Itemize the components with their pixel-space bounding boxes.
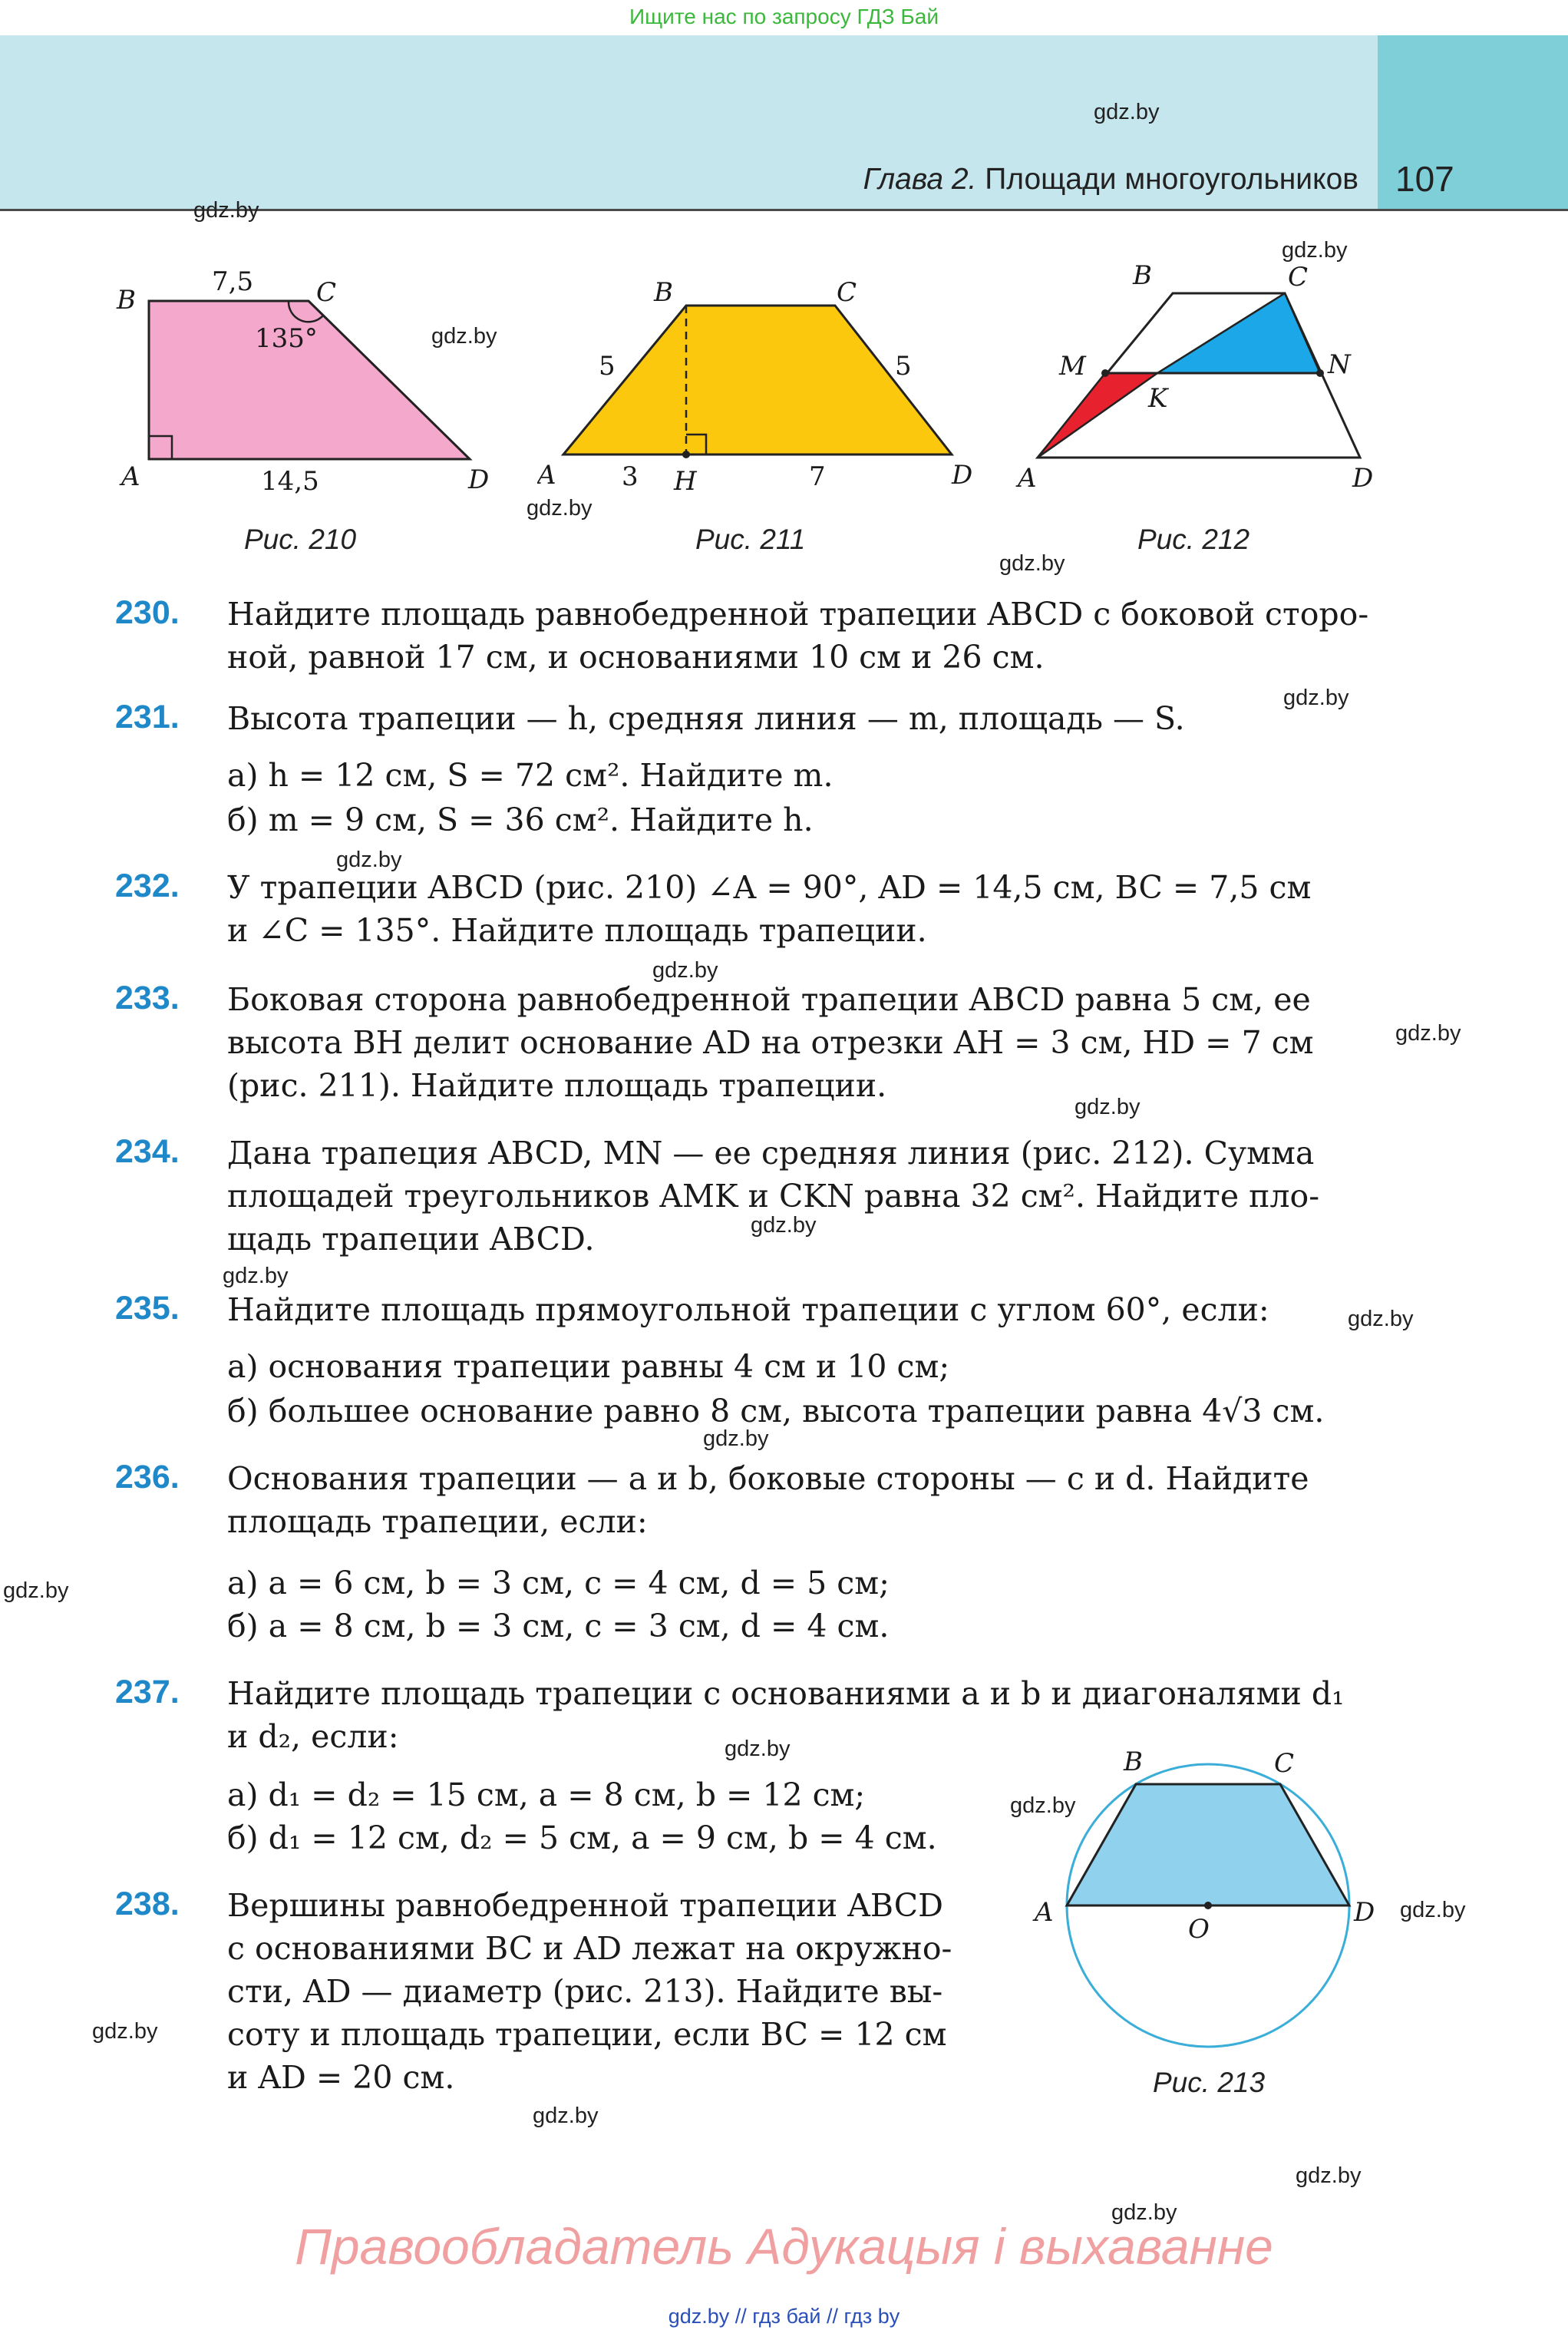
watermark: gdz.by <box>431 324 497 349</box>
figure-212 <box>1005 261 1420 507</box>
fig210-caption: Рис. 210 <box>244 524 357 555</box>
problem-237-number: 237. <box>115 1674 180 1710</box>
fig213-label-A: A <box>1035 1897 1054 1928</box>
watermark: gdz.by <box>3 1578 69 1603</box>
problem-234-line-1: Дана трапеция ABCD, MN — ее средняя линия (рис. 212). Сумма <box>227 1135 1315 1172</box>
fig212-label-C: C <box>1288 262 1309 292</box>
fig212-caption: Рис. 212 <box>1137 524 1250 555</box>
problem-232-line-2: и ∠C = 135°. Найдите площадь трапеции. <box>227 912 927 949</box>
problem-235-number: 235. <box>115 1290 180 1327</box>
watermark: gdz.by <box>527 496 593 521</box>
fig212-point-M <box>1101 369 1109 377</box>
fig212-label-K: K <box>1148 383 1168 414</box>
watermark: gdz.by <box>1282 238 1348 263</box>
fig211-label-B: B <box>654 277 673 308</box>
problem-238-line-2: с основаниями BC и AD лежат на окружно- <box>227 1930 952 1967</box>
problem-237-line-1: Найдите площадь трапеции с основаниями a и b и диагоналями d₁ <box>227 1675 1345 1712</box>
fig213-trapezoid <box>1067 1784 1349 1905</box>
problem-237-line-3: а) d₁ = d₂ = 15 см, a = 8 см, b = 12 см; <box>227 1776 866 1813</box>
watermark: gdz.by <box>751 1213 817 1238</box>
footer-links[interactable]: gdz.by // гдз бай // гдз by <box>668 2305 900 2328</box>
problem-238-line-5: и AD = 20 см. <box>227 2059 455 2096</box>
watermark: gdz.by <box>1094 100 1160 124</box>
fig211-segment-HD: 7 <box>809 461 826 492</box>
problem-233-number: 233. <box>115 980 180 1016</box>
problem-230-number: 230. <box>115 594 180 631</box>
watermark: gdz.by <box>336 848 402 872</box>
watermark: gdz.by <box>1074 1095 1141 1119</box>
problem-238-line-4: соту и площадь трапеции, если BC = 12 см <box>227 2016 947 2053</box>
fig211-label-C: C <box>837 277 857 308</box>
problem-237-line-4: б) d₁ = 12 см, d₂ = 5 см, a = 9 см, b = 4 см. <box>227 1819 937 1856</box>
problem-231-line-3: б) m = 9 см, S = 36 см². Найдите h. <box>227 801 814 838</box>
watermark: gdz.by <box>1283 686 1349 710</box>
fig212-trapezoid <box>1038 293 1360 458</box>
watermark: gdz.by <box>1111 2200 1177 2225</box>
fig212-triangle-CKN <box>1157 293 1320 373</box>
problem-236-line-4: б) a = 8 см, b = 3 см, c = 3 см, d = 4 см. <box>227 1608 890 1644</box>
fig210-bottom-length: 14,5 <box>261 466 319 497</box>
fig211-left-side: 5 <box>599 351 616 382</box>
fig211-label-A: A <box>537 460 556 491</box>
problem-234-line-3: щадь трапеции ABCD. <box>227 1221 595 1258</box>
watermark: gdz.by <box>1010 1793 1076 1818</box>
watermark: gdz.by <box>1400 1898 1466 1922</box>
problem-238-line-1: Вершины равнобедренной трапеции ABCD <box>227 1887 944 1924</box>
watermark: gdz.by <box>1348 1307 1414 1331</box>
fig212-label-B: B <box>1133 261 1152 291</box>
problem-236-line-3: а) a = 6 см, b = 3 см, c = 4 см, d = 5 см; <box>227 1565 890 1601</box>
watermark: gdz.by <box>999 551 1065 576</box>
problem-231-line-1: Высота трапеции — h, средняя линия — m, площадь — S. <box>227 700 1185 737</box>
fig212-label-D: D <box>1352 463 1374 494</box>
fig213-label-D: D <box>1354 1897 1375 1928</box>
problem-236-number: 236. <box>115 1459 180 1496</box>
problem-232-line-1: У трапеции ABCD (рис. 210) ∠A = 90°, AD = 14,5 см, BC = 7,5 см <box>227 869 1312 906</box>
watermark: gdz.by <box>193 198 259 223</box>
problem-233-line-3: (рис. 211). Найдите площадь трапеции. <box>227 1067 887 1104</box>
fig211-point-H <box>682 451 690 458</box>
fig211-right-side: 5 <box>895 351 912 382</box>
problem-236-line-1: Основания трапеции — a и b, боковые стороны — c и d. Найдите <box>227 1460 1309 1497</box>
fig212-label-M: M <box>1059 351 1086 382</box>
fig211-caption: Рис. 211 <box>695 524 806 555</box>
page-number: 107 <box>1395 159 1454 199</box>
problem-234-line-2: площадей треугольников AMK и CKN равна 32 см². Найдите пло- <box>227 1178 1320 1215</box>
fig213-point-O <box>1204 1902 1212 1909</box>
problem-236-line-2: площадь трапеции, если: <box>227 1503 648 1540</box>
problem-237-line-2: и d₂, если: <box>227 1718 399 1755</box>
problem-233-line-2: высота BH делит основание AD на отрезки AH = 3 см, HD = 7 см <box>227 1024 1314 1061</box>
fig210-label-B: B <box>117 285 136 316</box>
watermark: gdz.by <box>92 2019 158 2044</box>
watermark: gdz.by <box>533 2104 599 2128</box>
watermark: gdz.by <box>1395 1021 1461 1046</box>
fig211-label-H: H <box>674 466 697 497</box>
fig211-trapezoid <box>563 306 952 454</box>
fig212-point-N <box>1316 369 1324 377</box>
fig210-label-C: C <box>316 277 337 308</box>
fig212-triangle-AMK <box>1038 373 1157 458</box>
fig213-caption: Рис. 213 <box>1153 2067 1266 2098</box>
chapter-title: Площади многоугольников <box>985 163 1358 196</box>
chapter-heading <box>767 163 1358 197</box>
top-banner: Ищите нас по запросу ГДЗ Бай <box>629 5 939 28</box>
problem-230-line-1: Найдите площадь равнобедренной трапеции ABCD с боковой сторо- <box>227 596 1369 633</box>
problem-235-line-1: Найдите площадь прямоугольной трапеции с углом 60°, если: <box>227 1291 1269 1328</box>
figure-210 <box>107 261 507 507</box>
fig210-label-D: D <box>468 464 490 495</box>
fig213-label-C: C <box>1274 1748 1295 1779</box>
problem-231-number: 231. <box>115 699 180 735</box>
problem-238-number: 238. <box>115 1886 180 1922</box>
chapter-prefix: Глава 2. <box>863 163 977 196</box>
fig210-angle-value: 135° <box>255 323 318 354</box>
problem-231-line-2: а) h = 12 см, S = 72 см². Найдите m. <box>227 757 834 794</box>
problem-238-line-3: сти, AD — диаметр (рис. 213). Найдите вы- <box>227 1973 943 2010</box>
problem-232-number: 232. <box>115 868 180 904</box>
fig210-label-A: A <box>121 461 140 492</box>
fig212-label-A: A <box>1018 463 1037 494</box>
watermark: gdz.by <box>703 1426 769 1451</box>
problem-235-line-2: а) основания трапеции равны 4 см и 10 см; <box>227 1348 950 1385</box>
fig213-label-B: B <box>1124 1747 1143 1777</box>
watermark: gdz.by <box>223 1264 289 1288</box>
copyright-notice: Правообладатель Адукацыя і выхаванне <box>295 2218 1273 2275</box>
fig211-segment-AH: 3 <box>622 461 639 492</box>
watermark: gdz.by <box>1296 2163 1362 2188</box>
fig213-label-O: O <box>1188 1914 1210 1945</box>
problem-233-line-1: Боковая сторона равнобедренной трапеции ABCD равна 5 см, ее <box>227 981 1311 1018</box>
watermark: gdz.by <box>652 958 718 983</box>
problem-230-line-2: ной, равной 17 см, и основаниями 10 см и 26 см. <box>227 639 1045 676</box>
fig212-label-N: N <box>1328 349 1351 380</box>
fig210-top-length: 7,5 <box>212 266 254 297</box>
fig211-label-D: D <box>952 460 973 491</box>
figure-211 <box>537 276 982 507</box>
figure-213 <box>1028 1735 1397 2057</box>
watermark: gdz.by <box>725 1737 791 1761</box>
problem-234-number: 234. <box>115 1133 180 1170</box>
problem-235-line-3: б) большее основание равно 8 см, высота трапеции равна 4√3 см. <box>227 1393 1325 1429</box>
